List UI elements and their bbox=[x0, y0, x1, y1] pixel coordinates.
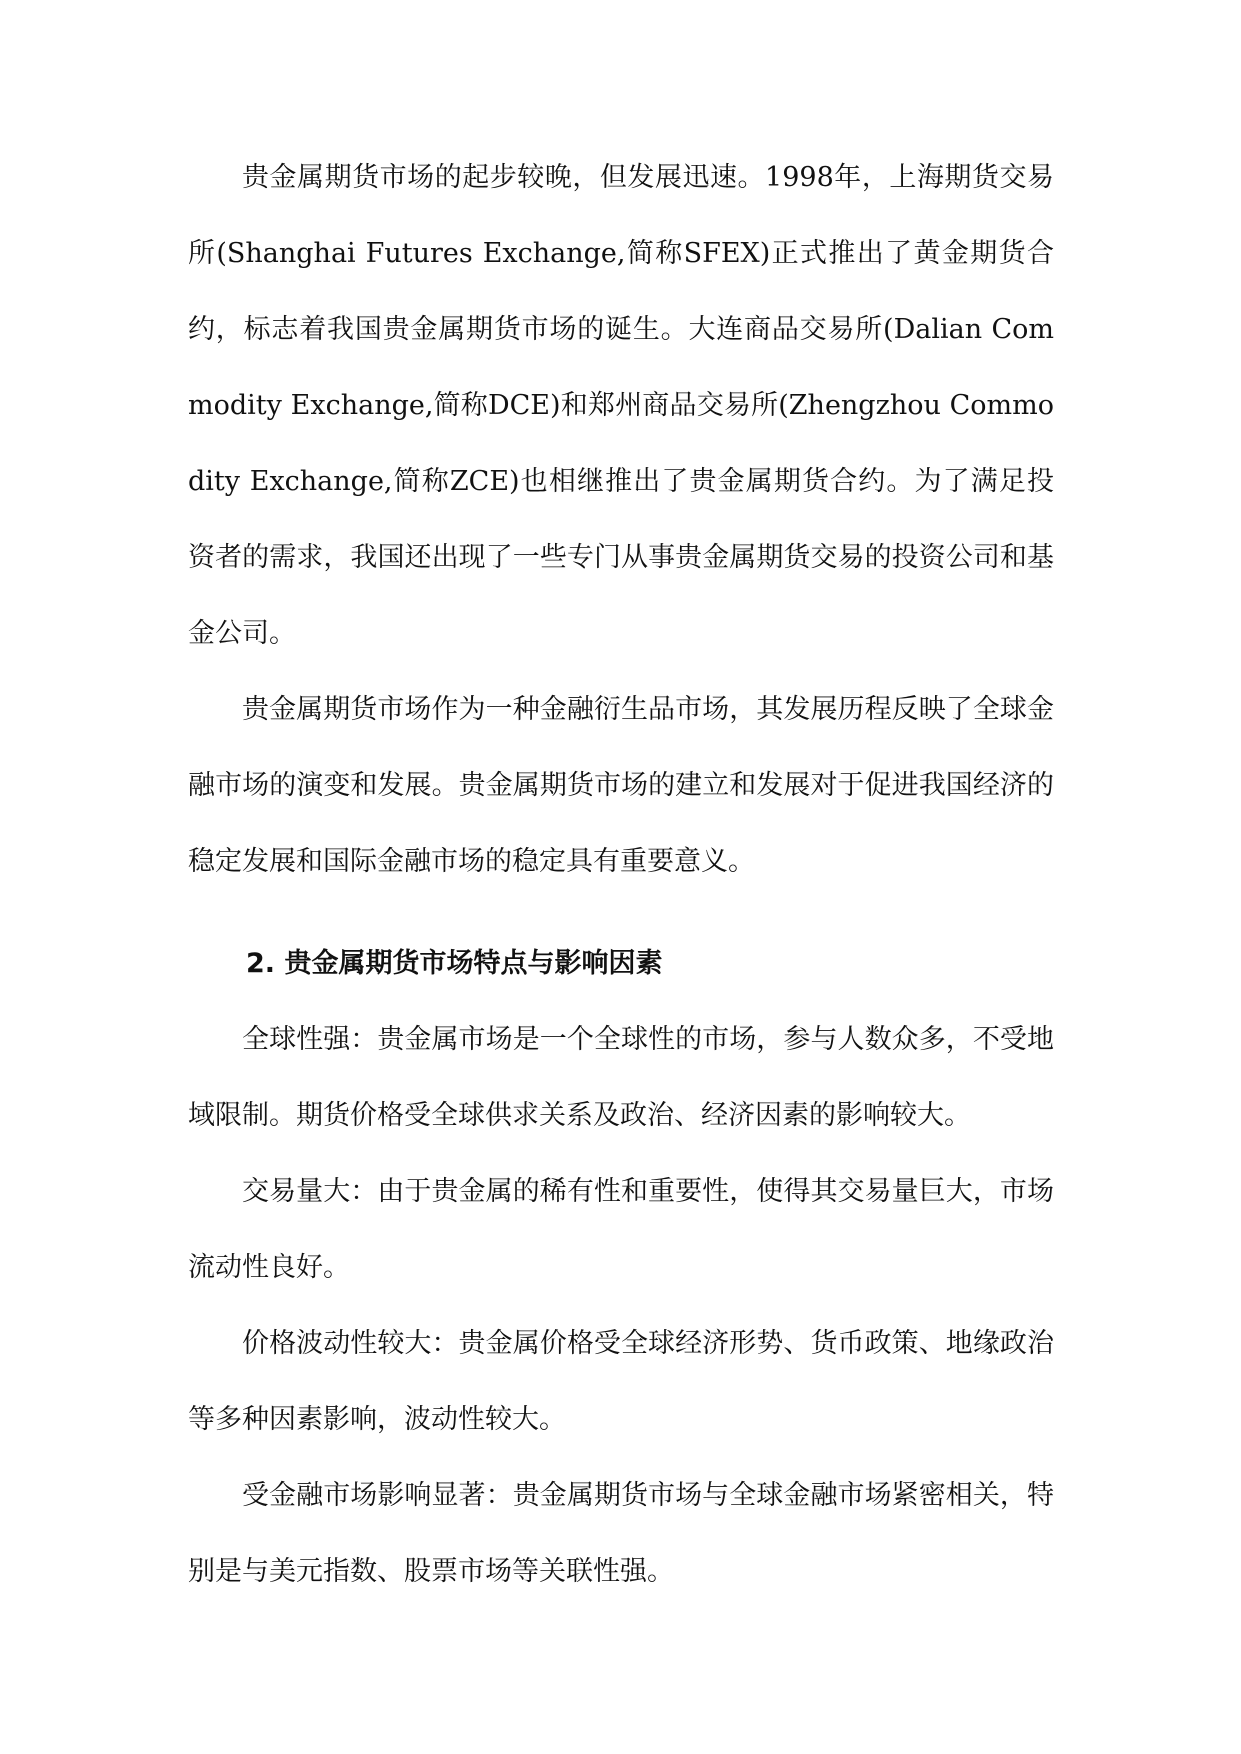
paragraph-global-nature: 全球性强：贵金属市场是一个全球性的市场，参与人数众多，不受地域限制。期货价格受全球供求关系及政治、经济因素的影响较大。 bbox=[188, 1024, 1054, 1131]
document-page bbox=[188, 140, 1054, 1610]
paragraph-price-volatility: 价格波动性较大：贵金属价格受全球经济形势、货币政策、地缘政治等多种因素影响，波动性较大。 bbox=[188, 1328, 1054, 1435]
section-heading: 2. 贵金属期货市场特点与影响因素 bbox=[246, 948, 663, 979]
paragraph-market-significance: 贵金属期货市场作为一种金融衍生品市场，其发展历程反映了全球金融市场的演变和发展。贵金属期货市场的建立和发展对于促进我国经济的稳定发展和国际金融市场的稳定具有重要意义。 bbox=[188, 694, 1054, 877]
paragraph-trading-volume: 交易量大：由于贵金属的稀有性和重要性，使得其交易量巨大，市场流动性良好。 bbox=[188, 1176, 1054, 1283]
paragraph-financial-market-influence: 受金融市场影响显著：贵金属期货市场与全球金融市场紧密相关，特别是与美元指数、股票市场等关联性强。 bbox=[188, 1480, 1054, 1587]
paragraph-history-development: 贵金属期货市场的起步较晚，但发展迅速。1998年，上海期货交易所(Shanghai Futures Exchange,简称SFEX)正式推出了黄金期货合约，标志着我国贵金属期货市场的诞生。大连商品交易所(Dalian Commodity Exchange,简称DCE)和郑州商品交易所(Zhengzhou Commodity Exchange,简称ZCE)也相继推出了贵金属期货合约。为了满足投资者的需求，我国还出现了一些专门从事贵金属期货交易的投资公司和基金公司。 bbox=[188, 162, 1054, 649]
